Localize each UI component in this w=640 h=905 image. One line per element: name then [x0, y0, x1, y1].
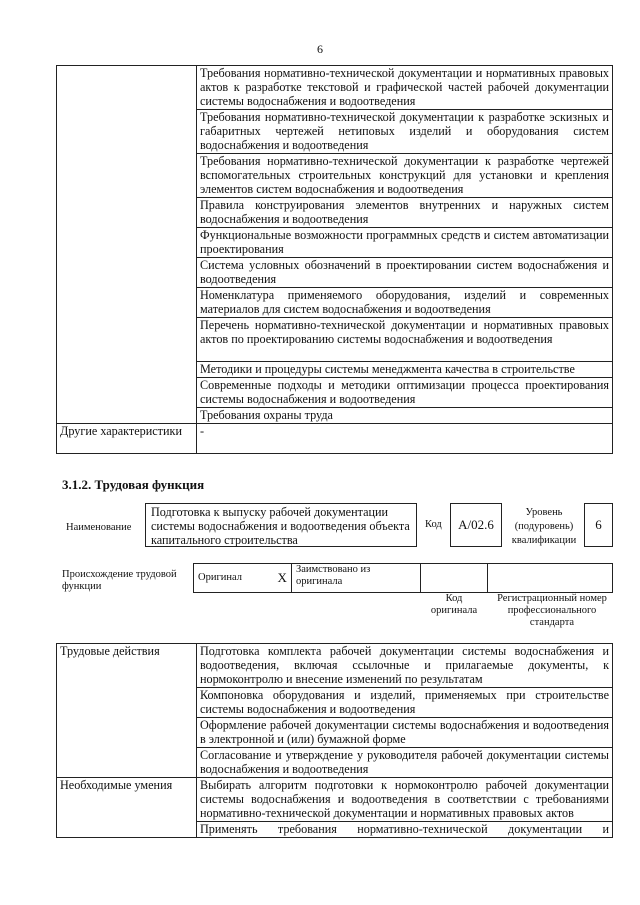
table-row: Оформление рабочей документации системы водоснабжения и водоотведения в электронной и (или) бумажной форме	[197, 718, 613, 748]
original-label: Оригинал	[194, 564, 274, 593]
table-row: Требования охраны труда	[197, 408, 613, 424]
code-label: Код	[425, 519, 442, 530]
actions-skills-table	[56, 643, 613, 838]
registration-caption: Регистрационный номер профессионального стандарта	[497, 593, 607, 628]
table-row: Подготовка комплекта рабочей документации системы водоснабжения и водоотведения, включая ссылочные и прилагаемые документы, к нормоконтролю и внесение изменений по результатам	[197, 644, 613, 688]
origin-table	[193, 563, 613, 593]
table-row: Требования нормативно-технической документации и нормативных правовых актов к разработке текстовой и графической частей рабочей документации системы водоснабжения и водоотведения	[197, 66, 613, 110]
function-code-value: А/02.6	[450, 503, 502, 547]
borrowed-label: Заимствовано из оригинала	[292, 564, 421, 593]
table-row: Требования нормативно-технической документации к разработке эскизных и габаритных чертежей нетиповых изделий и оборудования систем водоснабжения и водоотведения	[197, 110, 613, 154]
registration-number-cell	[488, 564, 613, 593]
original-mark: X	[274, 564, 292, 593]
table-row: Выбирать алгоритм подготовки к нормоконтролю рабочей документации системы водоснабжения и водоотведения в соответствии с требованиями нормативно-технической документации и нормативных правовых актов	[197, 778, 613, 822]
function-name-value: Подготовка к выпуску рабочей документации системы водоснабжения и водоотведения объекта капитального строительства	[145, 503, 417, 547]
knowledge-table	[56, 65, 613, 454]
table-row: Современные подходы и методики оптимизации процесса проектирования системы водоснабжения и водоотведения	[197, 378, 613, 408]
table-row: Правила конструирования элементов внутренних и наружных систем водоснабжения и водоотведения	[197, 198, 613, 228]
table-row: Применять требования нормативно-технической документации и	[197, 822, 613, 838]
table-row: Согласование и утверждение у руководителя рабочей документации системы водоснабжения и водоотведения	[197, 748, 613, 778]
origin-label: Происхождение трудовой функции	[62, 569, 177, 592]
knowledge-label-cell	[57, 66, 197, 424]
table-row: Функциональные возможности программных средств и систем автоматизации проектирования	[197, 228, 613, 258]
table-row: Компоновка оборудования и изделий, применяемых при строительстве системы водоснабжения и водоотведения	[197, 688, 613, 718]
table-row: Методики и процедуры системы менеджмента качества в строительстве	[197, 362, 613, 378]
section-title: 3.1.2. Трудовая функция	[62, 477, 205, 492]
table-row: Требования нормативно-технической документации к разработке чертежей вспомогательных строительных конструкций для установки и крепления элементов систем водоснабжения и водоотведения	[197, 154, 613, 198]
original-code-cell	[421, 564, 488, 593]
level-value: 6	[584, 503, 613, 547]
skills-label: Необходимые умения	[57, 778, 197, 838]
level-label: Уровень (подуровень) квалификации	[511, 507, 577, 546]
other-characteristics-label: Другие характеристики	[57, 424, 197, 454]
table-row: Перечень нормативно-технической документации и нормативных правовых актов по проектированию системы водоснабжения и водоотведения	[197, 318, 613, 362]
labor-actions-label: Трудовые действия	[57, 644, 197, 778]
name-label: Наименование	[66, 522, 132, 533]
table-row: Номенклатура применяемого оборудования, изделий и современных материалов для систем водоснабжения и водоотведения	[197, 288, 613, 318]
table-row: Система условных обозначений в проектировании систем водоснабжения и водоотведения	[197, 258, 613, 288]
code-original-caption: Код оригинала	[430, 593, 478, 616]
other-characteristics-value: -	[197, 424, 613, 454]
page-number: 6	[317, 42, 323, 56]
